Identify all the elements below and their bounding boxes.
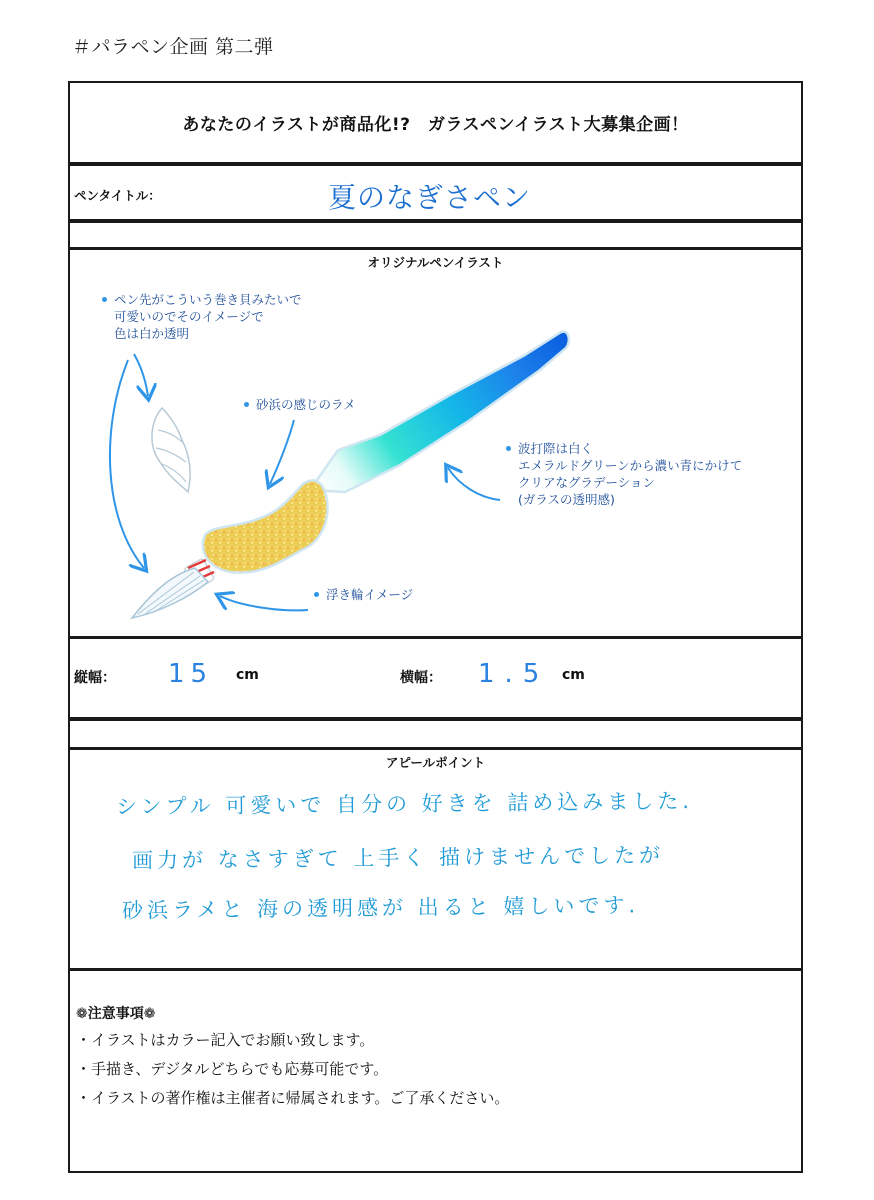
spacer-row <box>68 719 803 749</box>
pen-nib <box>132 568 208 618</box>
height-label: 縦幅： <box>74 670 116 686</box>
pen-title-label: ペンタイトル： <box>74 188 161 203</box>
note-shell: ペン先がこういう巻き貝みたいで 可愛いのでそのイメージで 色は白か透明 <box>114 292 302 341</box>
bullet-dot <box>244 402 249 407</box>
height-value: 15 <box>168 659 214 689</box>
shell-sketch <box>152 408 190 492</box>
width-label: 横幅： <box>400 670 442 686</box>
spacer-row <box>68 221 803 249</box>
form-title: あなたのイラストが商品化!? ガラスペンイラスト大募集企画！ <box>182 115 689 135</box>
bullet-dot <box>314 592 319 597</box>
bullet-dot <box>102 297 107 302</box>
illustration-section <box>68 248 803 638</box>
width-unit: cm <box>562 667 585 683</box>
bullet-dot <box>506 446 511 451</box>
title-section <box>68 81 803 164</box>
dimensions-section <box>68 637 803 719</box>
pen-grip-glitter <box>203 480 328 572</box>
notice-item: ・手描き、デジタルどちらでも応募可能です。 <box>76 1060 389 1078</box>
hashtag-header: ＃パラペン企画 第二弾 <box>72 36 274 58</box>
notice-item: ・イラストの著作権は主催者に帰属されます。ご了承ください。 <box>76 1089 510 1107</box>
pen-title-section <box>68 164 803 221</box>
appeal-line: 砂浜ラメと 海の透明感が 出ると 嬉しいです. <box>121 893 640 923</box>
pen-title-value: 夏のなぎさペン <box>328 181 532 214</box>
notice-item: ・イラストはカラー記入でお願い致します。 <box>76 1031 375 1049</box>
appeal-section <box>68 748 803 970</box>
note-sand: 砂浜の感じのラメ <box>256 397 356 412</box>
notice-section <box>68 969 803 1173</box>
appeal-line: 画力が なさすぎて 上手く 描けませんでしたが <box>131 843 665 873</box>
notice-heading: ❁注意事項❁ <box>76 1006 156 1022</box>
note-wave: 波打際は白く エメラルドグリーンから濃い青にかけて クリアなグラデーション (ガラスの透明感) <box>518 441 743 507</box>
height-unit: cm <box>236 667 259 683</box>
width-value: 1.5 <box>478 659 550 689</box>
illustration-heading: オリジナルペンイラスト <box>367 255 504 270</box>
note-ring: 浮き輪イメージ <box>326 587 414 602</box>
appeal-heading: アピールポイント <box>385 755 486 770</box>
appeal-line: シンプル 可愛いで 自分の 好きを 詰め込みました. <box>115 788 694 820</box>
